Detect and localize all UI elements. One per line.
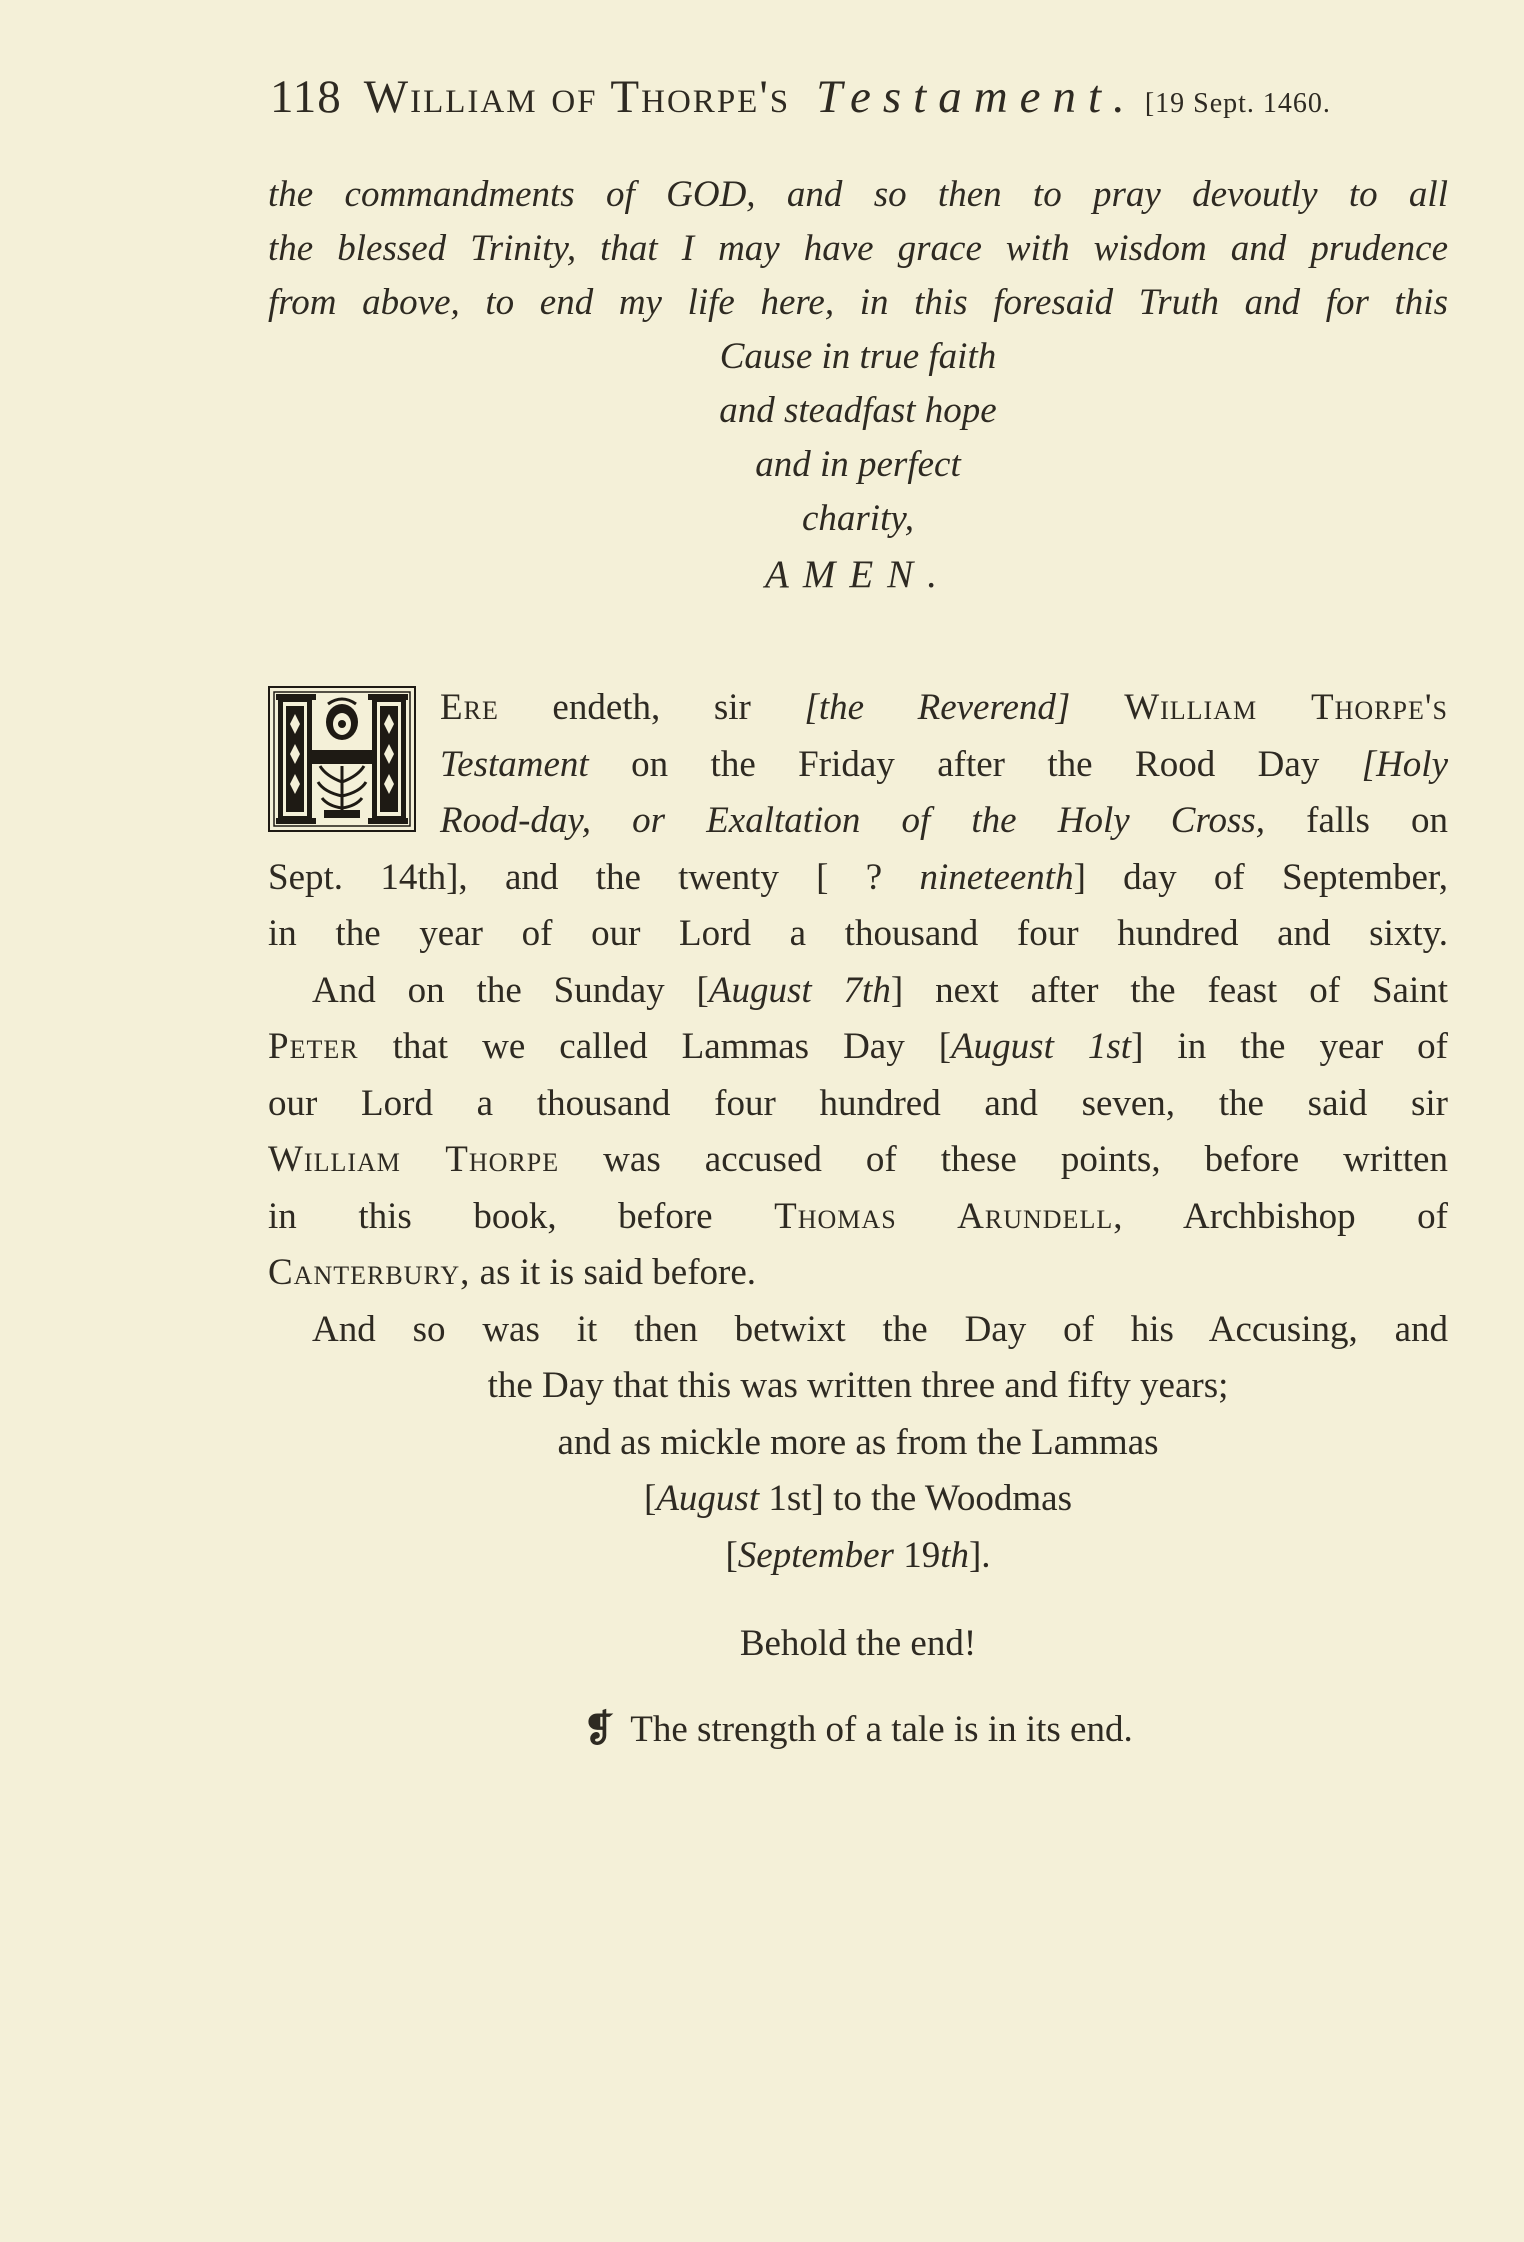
- text-run: in this book, before: [268, 1195, 775, 1237]
- text-line: [268, 1189, 1448, 1246]
- text-line: [268, 680, 1448, 737]
- text-run: ].: [968, 1534, 991, 1576]
- behold-the-end: Behold the end!: [739, 1623, 977, 1664]
- text-run: ] day of September,: [1073, 856, 1448, 898]
- drop-cap-continuation: Ere: [440, 687, 499, 728]
- paragraph-accusation: [268, 963, 1448, 1302]
- prayer-centered-line: Cause in true faith: [719, 336, 997, 377]
- text-line: [268, 963, 1448, 1020]
- text-run: Archbishop of: [1123, 1195, 1448, 1237]
- text-run: And on the Sunday [: [312, 969, 709, 1011]
- prayer-line: from above, to end my life here, in this foresaid Truth and for this: [268, 282, 1448, 323]
- text-run: endeth, sir: [498, 687, 805, 728]
- text-run: ] in the year of: [1131, 1026, 1448, 1067]
- text-run: was accused of these points, before written: [559, 1139, 1448, 1180]
- text-line: [268, 1245, 1448, 1302]
- text-line: [268, 1019, 1448, 1076]
- header-date: [19 Sept. 1460.: [1144, 88, 1331, 119]
- small-caps-name: Thomas Arundell,: [774, 1195, 1124, 1237]
- italic-run: September: [737, 1534, 894, 1576]
- text-line: [268, 850, 1448, 907]
- italic-run: Testament: [440, 743, 589, 785]
- text-line: the Day that this was written three and fifty years;: [487, 1365, 1229, 1406]
- text-line: in the year of our Lord a thousand four hundred and sixty.: [268, 913, 1448, 954]
- prayer-line: the commandments of GOD, and so then to pray devoutly to all: [268, 174, 1448, 215]
- prayer-line: the blessed Trinity, that I may have grace with wisdom and prudence: [268, 228, 1448, 269]
- text-run: 19: [893, 1534, 941, 1576]
- text-run: as it is said before.: [470, 1252, 757, 1293]
- italic-run: nineteenth: [919, 856, 1074, 898]
- text-line: [268, 1528, 1448, 1585]
- small-caps-name: William Thorpe: [268, 1139, 560, 1180]
- closing-lines: [268, 1616, 1448, 1758]
- small-caps-name: Peter: [268, 1026, 359, 1067]
- italic-run: [the Reverend]: [804, 687, 1071, 728]
- text-run: [: [725, 1534, 738, 1576]
- text-run: [: [644, 1478, 657, 1519]
- text-line: our Lord a thousand four hundred and seven, the said sir: [268, 1082, 1448, 1124]
- text-run: ] next after the feast of Saint: [890, 969, 1448, 1011]
- amen: AMEN.: [765, 553, 951, 596]
- moral-text: The strength of a tale is in its end.: [630, 1709, 1133, 1750]
- text-line: [268, 1471, 1448, 1528]
- text-run: on the Friday after the Rood Day: [588, 743, 1362, 785]
- italic-run: th: [940, 1534, 969, 1576]
- colophon-text: [268, 680, 1448, 1584]
- italic-run: August 1st: [951, 1026, 1132, 1067]
- text-run: falls on: [1265, 800, 1448, 841]
- closing-moral: [268, 1702, 1448, 1758]
- running-header: [270, 70, 1450, 140]
- running-title: William of Thorpe's: [363, 71, 791, 123]
- text-run: 1st] to the Woodmas: [759, 1478, 1072, 1519]
- italic-run: Rood-day, or Exaltation of the Holy Cross,: [440, 800, 1266, 841]
- page-number: 118: [270, 71, 342, 123]
- running-title-italic: Testament.: [816, 71, 1137, 123]
- ornamental-drop-cap: [268, 686, 416, 832]
- italic-run: August 7th: [708, 969, 891, 1011]
- italic-run: [Holy: [1361, 743, 1448, 785]
- text-line: [268, 793, 1448, 850]
- text-line: and as mickle more as from the Lammas: [557, 1421, 1159, 1463]
- prayer-passage: [268, 168, 1448, 602]
- prayer-centered-line: charity,: [801, 498, 914, 539]
- prayer-centered-line: and steadfast hope: [719, 390, 997, 431]
- small-caps-name: Canterbury,: [268, 1252, 471, 1293]
- small-caps-name: William Thorpe's: [1070, 687, 1448, 728]
- paragraph-ending: [268, 680, 1448, 963]
- pilcrow-icon: ❡: [583, 1709, 615, 1750]
- paragraph-reckoning: [268, 1302, 1448, 1585]
- italic-run: August: [656, 1478, 760, 1519]
- prayer-centered-line: and in perfect: [755, 444, 961, 485]
- text-line: And so was it then betwixt the Day of his Accusing, and: [312, 1308, 1448, 1350]
- text-run: that we called Lammas Day [: [358, 1026, 952, 1067]
- text-line: [268, 1132, 1448, 1189]
- text-line: [268, 737, 1448, 794]
- text-run: Sept. 14th], and the twenty [ ?: [268, 856, 920, 898]
